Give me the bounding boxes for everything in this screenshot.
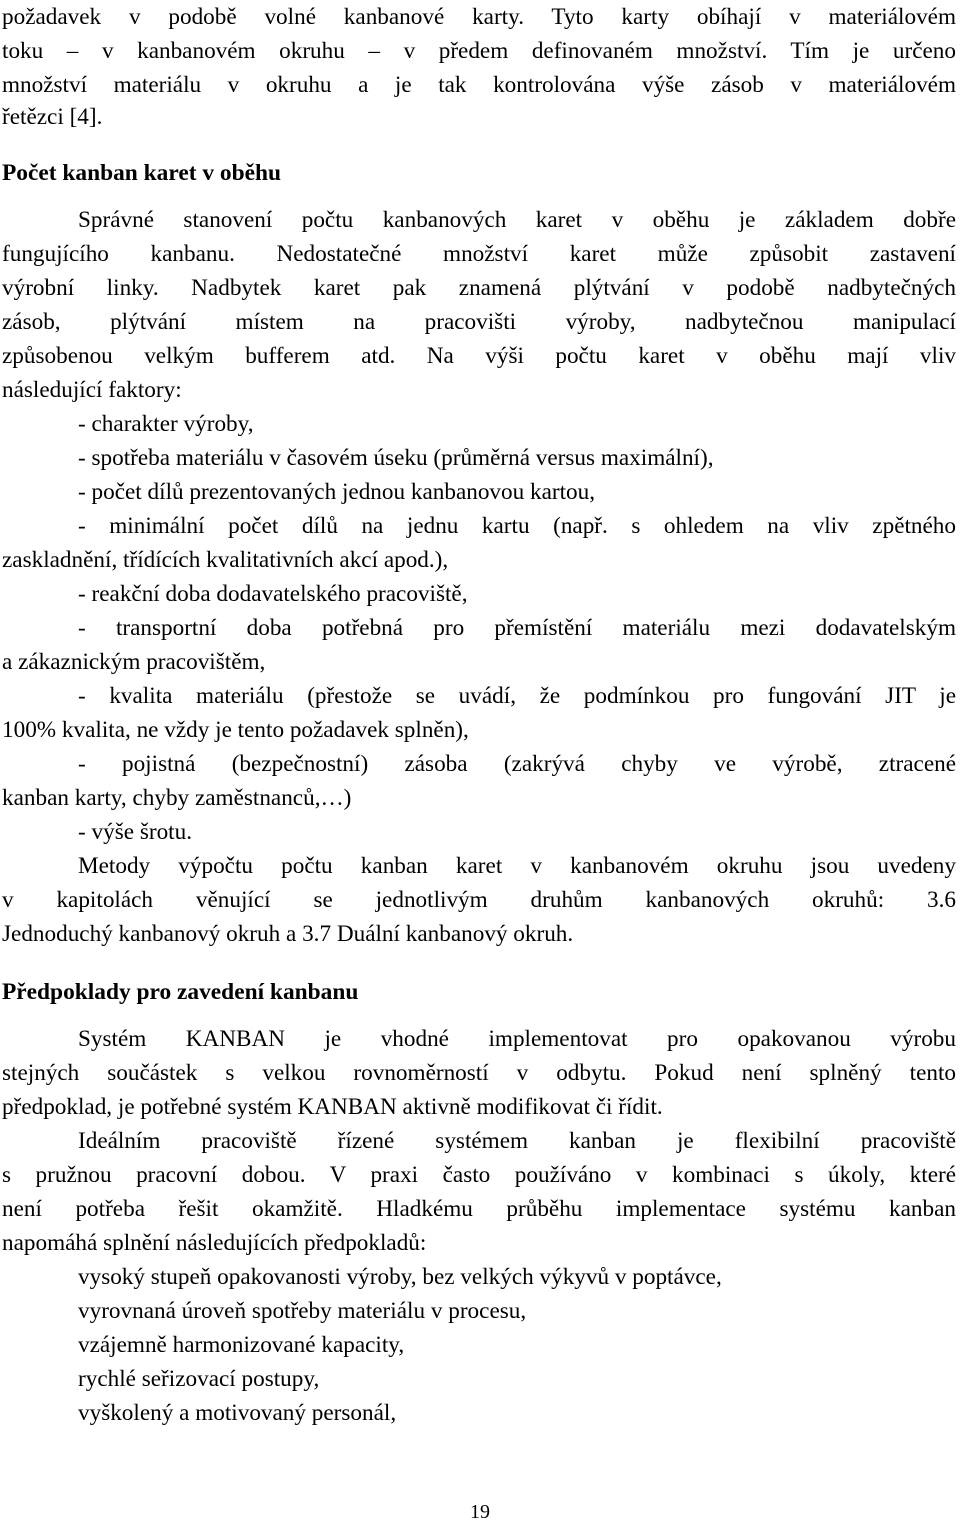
- text-line: není potřeba řešit okamžitě. Hladkému průběhu implementace systému kanban: [2, 1196, 956, 1222]
- text-line: způsobenou velkým bufferem atd. Na výši počtu karet v oběhu mají vliv: [2, 343, 956, 369]
- text-line: fungujícího kanbanu. Nedostatečné množství karet může způsobit zastavení: [2, 241, 956, 267]
- list-item: - charakter výroby,: [78, 411, 254, 437]
- text-line: zaskladnění, třídících kvalitativních akcí apod.),: [2, 547, 449, 573]
- text-line: řetězci [4].: [2, 104, 103, 130]
- list-item: vzájemně harmonizované kapacity,: [78, 1332, 405, 1358]
- list-item: vyškolený a motivovaný personál,: [78, 1400, 397, 1426]
- page-number: 19: [470, 1501, 490, 1523]
- text-line: Ideálním pracoviště řízené systémem kanban je flexibilní pracoviště: [78, 1128, 956, 1154]
- text-line: následující faktory:: [2, 377, 182, 403]
- list-item: - transportní doba potřebná pro přemístění materiálu mezi dodavatelským: [78, 615, 956, 641]
- list-item: - reakční doba dodavatelského pracoviště,: [78, 581, 468, 607]
- section-heading-kanban-prerequisites: Předpoklady pro zavedení kanbanu: [2, 979, 359, 1005]
- list-item: - počet dílů prezentovaných jednou kanbanovou kartou,: [78, 479, 596, 505]
- text-line: a zákaznickým pracovištěm,: [2, 649, 266, 675]
- text-line: s pružnou pracovní dobou. V praxi často používáno v kombinaci s úkoly, které: [2, 1162, 956, 1188]
- text-line: zásob, plýtvání místem na pracovišti výroby, nadbytečnou manipulací: [2, 309, 956, 335]
- list-item: - minimální počet dílů na jednu kartu (např. s ohledem na vliv zpětného: [78, 513, 956, 539]
- list-item: - spotřeba materiálu v časovém úseku (průměrná versus maximální),: [78, 445, 714, 471]
- section-heading-kanban-count: Počet kanban karet v oběhu: [2, 160, 281, 186]
- text-line: množství materiálu v okruhu a je tak kontrolována výše zásob v materiálovém: [2, 72, 956, 98]
- text-line: 100% kvalita, ne vždy je tento požadavek splněn),: [2, 717, 469, 743]
- text-line: v kapitolách věnující se jednotlivým druhům kanbanových okruhů: 3.6: [2, 887, 956, 913]
- list-item: - výše šrotu.: [78, 819, 192, 845]
- text-line: požadavek v podobě volné kanbanové karty. Tyto karty obíhají v materiálovém: [2, 4, 956, 30]
- text-line: Jednoduchý kanbanový okruh a 3.7 Duální kanbanový okruh.: [2, 921, 574, 947]
- text-line: napomáhá splnění následujících předpokladů:: [2, 1230, 427, 1256]
- text-line: toku – v kanbanovém okruhu – v předem definovaném množství. Tím je určeno: [2, 38, 956, 64]
- list-item: - kvalita materiálu (přestože se uvádí, že podmínkou pro fungování JIT je: [78, 683, 956, 709]
- text-line: Systém KANBAN je vhodné implementovat pro opakovanou výrobu: [78, 1026, 956, 1052]
- text-line: předpoklad, je potřebné systém KANBAN aktivně modifikovat či řídit.: [2, 1094, 663, 1120]
- text-line: kanban karty, chyby zaměstnanců,…): [2, 785, 352, 811]
- text-line: výrobní linky. Nadbytek karet pak znamená plýtvání v podobě nadbytečných: [2, 275, 956, 301]
- text-line: Metody výpočtu počtu kanban karet v kanbanovém okruhu jsou uvedeny: [78, 853, 956, 879]
- text-line: Správné stanovení počtu kanbanových karet v oběhu je základem dobře: [78, 207, 956, 233]
- list-item: vyrovnaná úroveň spotřeby materiálu v procesu,: [78, 1298, 527, 1324]
- list-item: vysoký stupeň opakovanosti výroby, bez velkých výkyvů v poptávce,: [78, 1264, 722, 1290]
- list-item: rychlé seřizovací postupy,: [78, 1366, 320, 1392]
- text-line: stejných součástek s velkou rovnoměrností v odbytu. Pokud není splněný tento: [2, 1060, 956, 1086]
- list-item: - pojistná (bezpečnostní) zásoba (zakrývá chyby ve výrobě, ztracené: [78, 751, 956, 777]
